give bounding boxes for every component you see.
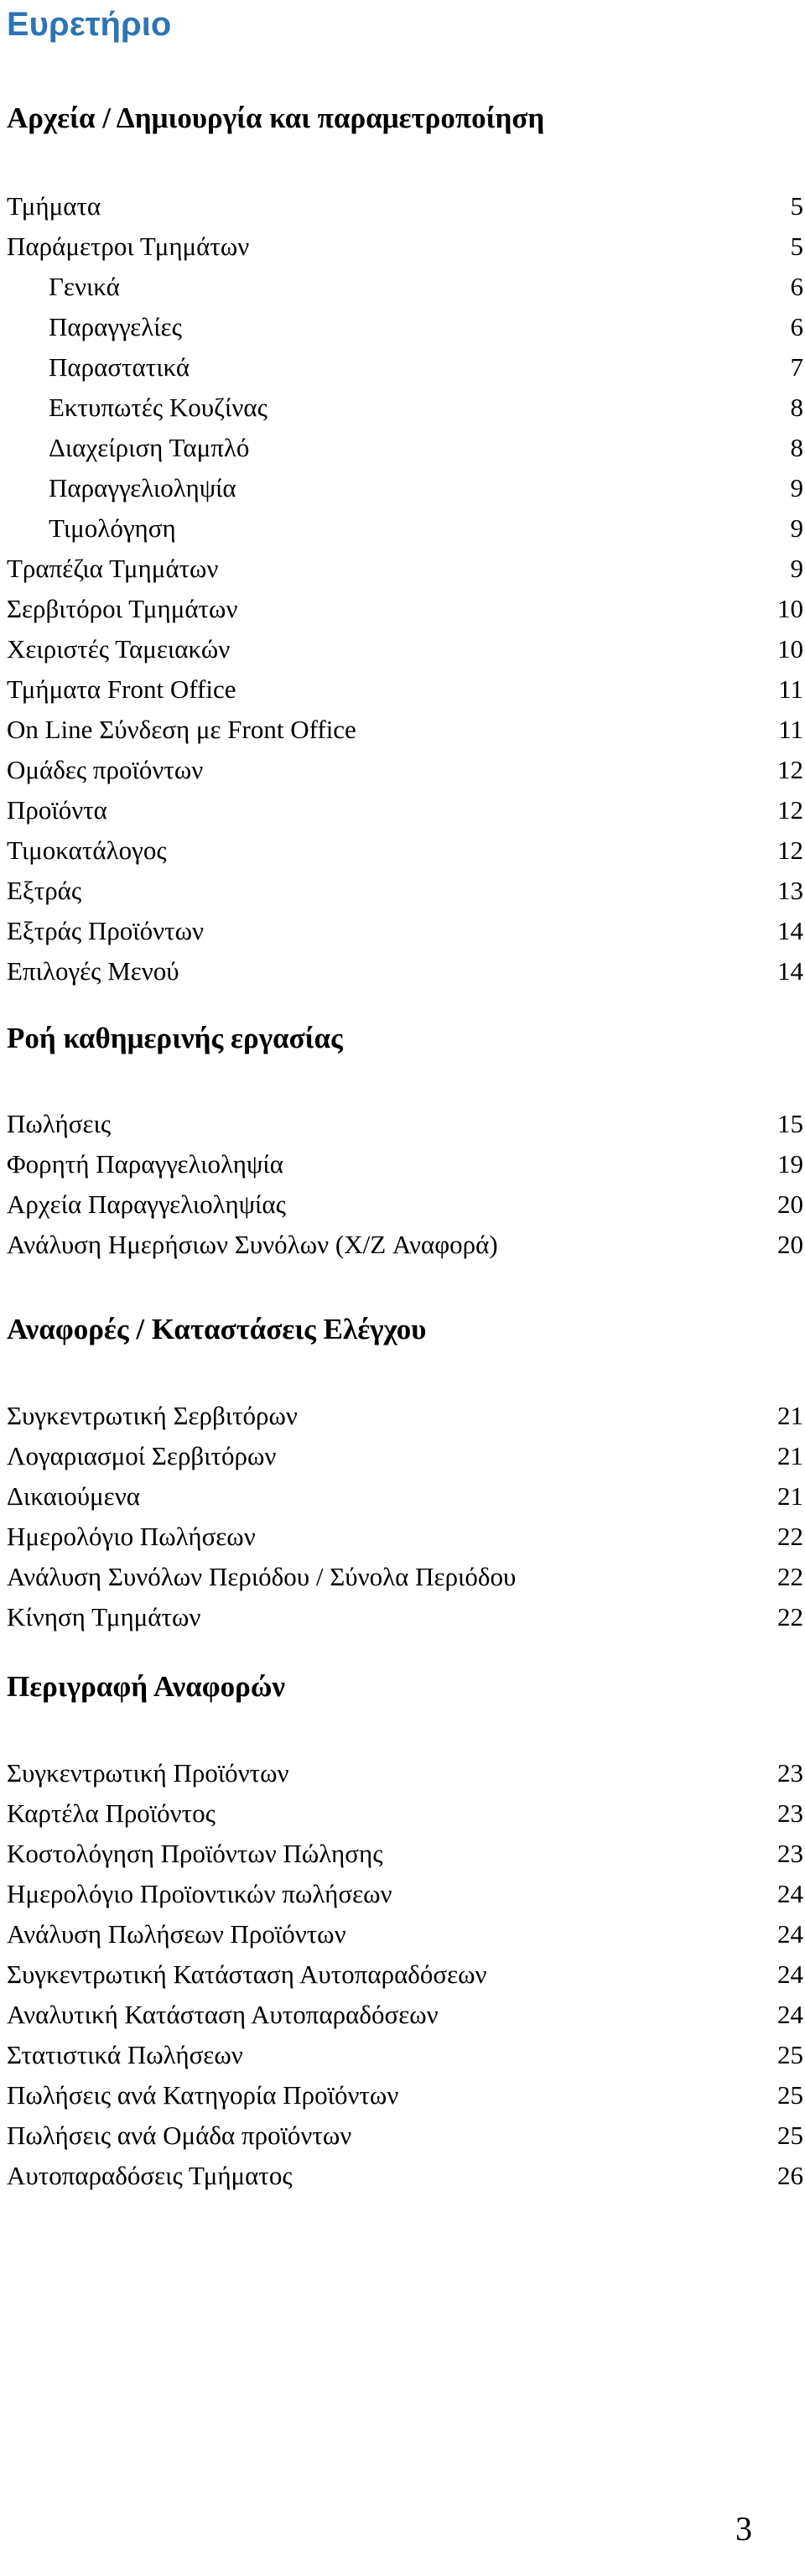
entry-label: Πωλήσεις ανά Ομάδα προϊόντων xyxy=(7,2121,352,2150)
toc-entry[interactable] xyxy=(7,347,803,388)
entry-page-number: 22 xyxy=(777,1562,803,1591)
toc-entry[interactable] xyxy=(7,1954,803,1995)
entry-label: Επιλογές Μενού xyxy=(7,956,179,986)
toc-entry[interactable] xyxy=(7,1793,803,1834)
toc-entry[interactable] xyxy=(7,2075,803,2115)
section-heading: Περιγραφή Αναφορών xyxy=(7,1670,286,1703)
entry-page-number: 11 xyxy=(778,674,803,704)
entry-label: Ημερολόγιο Προϊοντικών πωλήσεων xyxy=(7,1879,392,1908)
entry-label: Ανάλυση Ημερήσιων Συνόλων (X/Z Αναφορά) xyxy=(7,1230,498,1259)
entry-label: Ανάλυση Συνόλων Περιόδου / Σύνολα Περιόδου xyxy=(7,1562,517,1591)
toc-entry[interactable] xyxy=(7,1184,803,1225)
entry-label: Τμήματα Front Office xyxy=(7,674,236,704)
toc-entry[interactable] xyxy=(7,750,803,790)
toc-entry[interactable] xyxy=(7,1597,803,1637)
entry-label: Γενικά xyxy=(49,272,120,301)
entry-label: Στατιστικά Πωλήσεων xyxy=(7,2040,243,2069)
entry-page-number: 7 xyxy=(790,352,803,382)
entry-page-number: 22 xyxy=(777,1522,803,1551)
page-number: 3 xyxy=(735,2510,752,2547)
toc-entry[interactable] xyxy=(7,1396,803,1436)
entry-page-number: 6 xyxy=(790,312,803,341)
entry-label: Κίνηση Τμημάτων xyxy=(7,1602,201,1631)
entry-page-number: 8 xyxy=(790,393,803,422)
entry-label: Συγκεντρωτική Σερβιτόρων xyxy=(7,1401,298,1430)
entry-page-number: 9 xyxy=(790,473,803,502)
toc-entry[interactable] xyxy=(7,1557,803,1597)
toc-entry[interactable] xyxy=(7,1914,803,1954)
toc-entry[interactable] xyxy=(7,1517,803,1557)
entry-label: Διαχείριση Ταμπλό xyxy=(49,433,250,462)
entry-label: Συγκεντρωτική Προϊόντων xyxy=(7,1758,289,1788)
entry-label: Αρχεία Παραγγελιοληψίας xyxy=(7,1189,286,1219)
entry-page-number: 25 xyxy=(777,2080,803,2110)
toc-entry[interactable] xyxy=(7,629,803,669)
entry-label: Καρτέλα Προϊόντος xyxy=(7,1798,216,1828)
entry-label: Παραγγελιοληψία xyxy=(49,473,236,502)
toc-entry[interactable] xyxy=(7,1995,803,2035)
entry-page-number: 5 xyxy=(790,191,803,221)
entry-label: Κοστολόγηση Προϊόντων Πώλησης xyxy=(7,1839,383,1868)
entry-page-number: 9 xyxy=(790,554,803,583)
toc-entry[interactable] xyxy=(7,871,803,911)
entry-page-number: 13 xyxy=(777,876,803,905)
entry-page-number: 12 xyxy=(777,835,803,865)
toc-title: Ευρετήριο xyxy=(7,6,172,43)
entry-page-number: 22 xyxy=(777,1602,803,1631)
toc-entry[interactable] xyxy=(7,589,803,629)
entry-label: Πωλήσεις xyxy=(7,1109,112,1138)
toc-entry[interactable] xyxy=(7,1834,803,1874)
entry-page-number: 23 xyxy=(777,1798,803,1828)
entry-label: Ανάλυση Πωλήσεων Προϊόντων xyxy=(7,1919,346,1949)
entry-label: Ομάδες προϊόντων xyxy=(7,755,204,784)
toc-entry[interactable] xyxy=(7,2115,803,2156)
entry-page-number: 25 xyxy=(777,2040,803,2069)
toc-entry[interactable] xyxy=(7,1874,803,1914)
entry-label: Εξτράς xyxy=(7,876,82,905)
entry-label: Χειριστές Ταμειακών xyxy=(7,634,231,664)
entry-page-number: 19 xyxy=(777,1149,803,1179)
toc-entry[interactable] xyxy=(7,951,803,991)
toc-entry[interactable] xyxy=(7,2156,803,2196)
entry-page-number: 10 xyxy=(777,634,803,664)
toc-entry[interactable] xyxy=(7,428,803,468)
toc-entry[interactable] xyxy=(7,1144,803,1184)
entry-label: Ημερολόγιο Πωλήσεων xyxy=(7,1522,256,1551)
entry-page-number: 20 xyxy=(777,1230,803,1259)
toc-entry[interactable] xyxy=(7,226,803,267)
toc-entry[interactable] xyxy=(7,911,803,951)
entry-label: Πωλήσεις ανά Κατηγορία Προϊόντων xyxy=(7,2080,399,2110)
entry-label: Προϊόντα xyxy=(7,795,107,825)
toc-entry[interactable] xyxy=(7,2035,803,2075)
entry-label: Εξτράς Προϊόντων xyxy=(7,916,205,945)
toc-entry[interactable] xyxy=(7,710,803,750)
toc-entry[interactable] xyxy=(7,508,803,549)
entry-page-number: 25 xyxy=(777,2121,803,2150)
entry-page-number: 20 xyxy=(777,1189,803,1219)
entry-page-number: 12 xyxy=(777,755,803,784)
entry-label: Αναλυτική Κατάσταση Αυτοπαραδόσεων xyxy=(7,2000,439,2029)
entry-page-number: 6 xyxy=(790,272,803,301)
section-heading: Αρχεία / Δημιουργία και παραμετροποίηση xyxy=(7,101,545,134)
entry-page-number: 24 xyxy=(777,2000,803,2029)
entry-page-number: 9 xyxy=(790,513,803,543)
entry-page-number: 12 xyxy=(777,795,803,825)
entry-label: Σερβιτόροι Τμημάτων xyxy=(7,594,238,623)
entry-page-number: 24 xyxy=(777,1959,803,1989)
entry-page-number: 15 xyxy=(777,1109,803,1138)
entry-page-number: 24 xyxy=(777,1879,803,1908)
entry-label: Τμήματα xyxy=(7,191,101,221)
entry-page-number: 10 xyxy=(777,594,803,623)
toc-entry[interactable] xyxy=(7,267,803,307)
section-heading: Ροή καθημερινής εργασίας xyxy=(7,1022,343,1054)
entry-label: Τιμοκατάλογος xyxy=(7,835,167,865)
toc-entry[interactable] xyxy=(7,1476,803,1517)
entry-page-number: 23 xyxy=(777,1839,803,1868)
entry-label: Συγκεντρωτική Κατάσταση Αυτοπαραδόσεων xyxy=(7,1959,487,1989)
toc-entry[interactable] xyxy=(7,1104,803,1144)
toc-entry[interactable] xyxy=(7,830,803,871)
entry-page-number: 21 xyxy=(777,1481,803,1511)
toc-entry[interactable] xyxy=(7,1225,803,1265)
toc-entry[interactable] xyxy=(7,1436,803,1476)
entry-label: Εκτυπωτές Κουζίνας xyxy=(49,393,267,422)
entry-label: Αυτοπαραδόσεις Τμήματος xyxy=(7,2161,293,2190)
entry-page-number: 14 xyxy=(777,956,803,986)
entry-page-number: 23 xyxy=(777,1758,803,1788)
toc-entry[interactable] xyxy=(7,549,803,589)
entry-page-number: 26 xyxy=(777,2161,803,2190)
entry-page-number: 11 xyxy=(778,715,803,744)
entry-label: Παραγγελίες xyxy=(49,312,182,341)
entry-page-number: 24 xyxy=(777,1919,803,1949)
section-heading: Αναφορές / Καταστάσεις Ελέγχου xyxy=(7,1313,427,1345)
entry-label: Φορητή Παραγγελιοληψία xyxy=(7,1149,283,1179)
toc-entry[interactable] xyxy=(7,307,803,347)
entry-label: Λογαριασμοί Σερβιτόρων xyxy=(7,1441,277,1470)
entry-label: Τραπέζια Τμημάτων xyxy=(7,554,219,583)
toc-entry[interactable] xyxy=(7,669,803,710)
toc-entry[interactable] xyxy=(7,388,803,428)
toc-entry[interactable] xyxy=(7,790,803,830)
entry-page-number: 5 xyxy=(790,232,803,261)
entry-page-number: 21 xyxy=(777,1441,803,1470)
entry-page-number: 21 xyxy=(777,1401,803,1430)
entry-label: Δικαιούμενα xyxy=(7,1481,140,1511)
entry-label: Παραστατικά xyxy=(49,352,190,382)
toc-entry[interactable] xyxy=(7,1753,803,1793)
entry-page-number: 14 xyxy=(777,916,803,945)
entry-label: Τιμολόγηση xyxy=(49,513,176,543)
toc-entry[interactable] xyxy=(7,186,803,226)
entry-label: Παράμετροι Τμημάτων xyxy=(7,232,250,261)
entry-label: On Line Σύνδεση με Front Office xyxy=(7,715,356,744)
toc-entry[interactable] xyxy=(7,468,803,508)
entry-page-number: 8 xyxy=(790,433,803,462)
